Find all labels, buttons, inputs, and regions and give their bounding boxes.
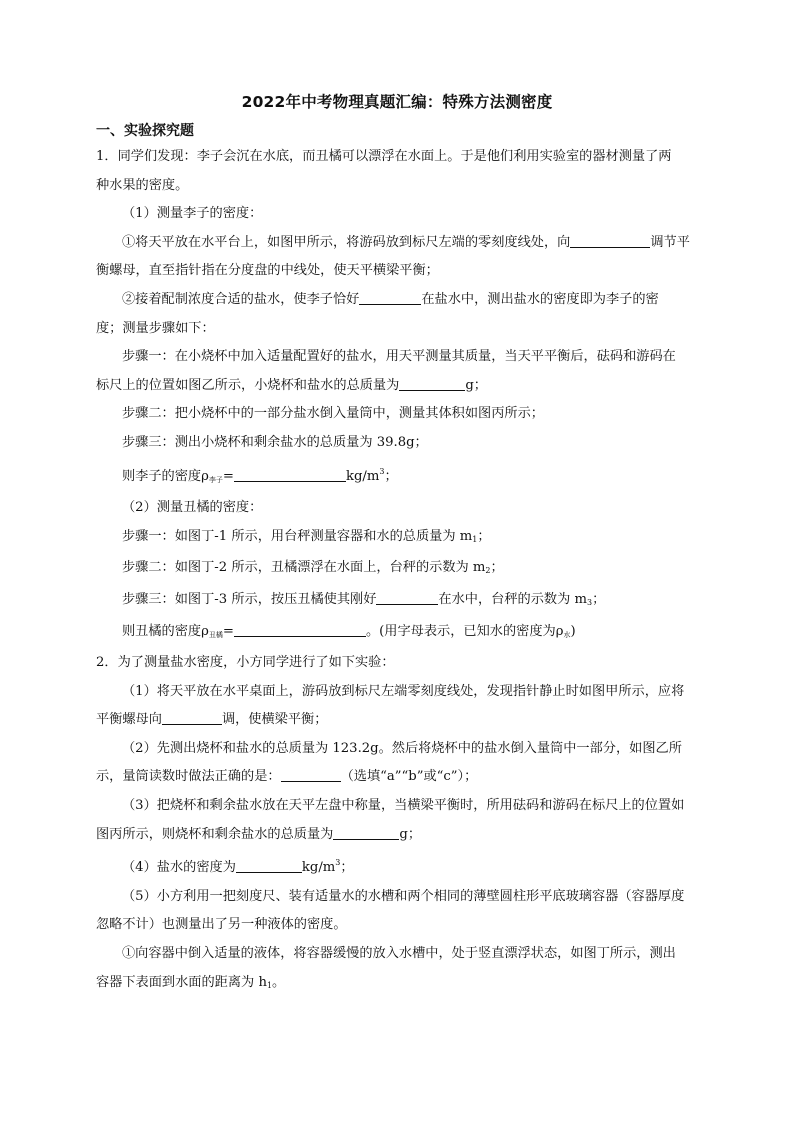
q2-line: 2．为了测量盐水密度，小方同学进行了如下实验：	[96, 655, 395, 671]
text: ；	[340, 860, 354, 876]
subscript: 3	[587, 597, 593, 607]
text: ；	[592, 591, 606, 607]
text: 。(用字母表示，已知水的密度为ρ	[365, 623, 564, 639]
q1-step-line: 步骤三：测出小烧杯和剩余盐水的总质量为 39.8g；	[122, 434, 428, 450]
q1-step-line: 步骤一：在小烧杯中加入适量配置好的盐水，用天平测量其质量，当天平平衡后，砝码和游码在	[122, 349, 676, 365]
text: （4）盐水的密度为	[122, 860, 236, 876]
q2-line: （5）小方利用一把刻度尺、装有适量水的水槽和两个相同的薄壁圆柱形平底玻璃容器（容器厚度	[122, 888, 685, 904]
text: 标尺上的位置如图乙所示，小烧杯和盐水的总质量为	[96, 377, 400, 393]
superscript: 3	[379, 466, 385, 476]
q1-line: 1．同学们发现：李子会沉在水底，而丑橘可以漂浮在水面上。于是他们利用实验室的器材测量了两	[96, 149, 672, 164]
q2-line	[96, 969, 718, 1001]
text: =	[222, 468, 234, 484]
q1-step-line: 度；测量步骤如下：	[96, 320, 215, 336]
superscript: 3	[335, 858, 341, 868]
answer-blank[interactable]	[359, 289, 421, 305]
q1-step-line	[96, 229, 718, 258]
text: 平衡螺母向	[96, 712, 162, 728]
text: 步骤三：如图丁-3 所示，按压丑橘使其刚好	[122, 591, 377, 607]
answer-blank[interactable]	[333, 824, 399, 840]
unit: kg/m	[345, 468, 380, 484]
q1-step-line: 衡螺母，直至指针指在分度盘的中线处，使天平横梁平衡；	[96, 263, 439, 279]
q1-step-line	[96, 554, 718, 586]
q1-step-line	[96, 523, 718, 555]
text: ①将天平放在水平台上，如图甲所示，将游码放到标尺左端的零刻度线处，向	[122, 234, 571, 250]
answer-blank[interactable]	[570, 232, 650, 248]
subscript: 李子	[208, 475, 223, 484]
q1-step-line	[96, 586, 718, 618]
text: 在盐水中，测出盐水的密度即为李子的密	[421, 291, 659, 307]
q2-line	[96, 849, 718, 883]
answer-blank[interactable]	[162, 709, 222, 725]
answer-blank[interactable]	[376, 589, 438, 605]
text: ；	[384, 468, 398, 484]
text: 步骤一：如图丁-1 所示，用台秤测量容器和水的总质量为 m	[122, 528, 473, 544]
text: ②接着配制浓度合适的盐水，使李子恰好	[122, 291, 360, 307]
text: 则丑橘的密度ρ	[122, 623, 209, 639]
text: g；	[465, 377, 487, 393]
text: 在水中，台秤的示数为 m	[438, 591, 587, 607]
q1-step-line: 步骤二：把小烧杯中的一部分盐水倒入量筒中，测量其体积如图丙所示；	[122, 406, 544, 422]
document-title: 2022年中考物理真题汇编：特殊方法测密度	[241, 93, 553, 111]
answer-blank[interactable]	[236, 857, 302, 873]
q1-line: 种水果的密度。	[96, 177, 189, 193]
answer-blank[interactable]	[234, 466, 346, 482]
subscript: 丑橘	[208, 630, 223, 639]
q2-line	[96, 821, 718, 850]
q2-line: （2）先测出烧杯和盐水的总质量为 123.2g。然后将烧杯中的盐水倒入量筒中一部分，如图乙所	[122, 740, 682, 756]
answer-blank[interactable]	[234, 621, 366, 637]
text: )	[570, 623, 576, 639]
text: 调，使横梁平衡；	[221, 712, 328, 728]
subscript: 2	[485, 566, 491, 576]
q1-step-line	[96, 286, 718, 315]
text: ；	[490, 560, 504, 576]
text: g；	[399, 826, 422, 842]
q2-line: （3）把烧杯和剩余盐水放在天平左盘中称量，当横梁平衡时，所用砝码和游码在标尺上的位置如	[122, 798, 685, 814]
section-heading: 一、实验探究题	[96, 123, 194, 139]
q2-line: ①向容器中倒入适量的液体，将容器缓慢的放入水槽中，处于竖直漂浮状态，如图丁所示，测出	[122, 946, 676, 962]
q2-line	[96, 706, 718, 735]
subscript: 1	[472, 534, 478, 544]
q2-line	[96, 763, 718, 792]
subscript: 水	[563, 630, 571, 639]
text: 步骤二：如图丁-2 所示，丑橘漂浮在水面上，台秤的示数为 m	[122, 560, 486, 576]
q2-line: （1）将天平放在水平桌面上，游码放到标尺左端零刻度线处，发现指针静止时如图甲所示，应将	[122, 683, 685, 699]
answer-blank[interactable]	[281, 766, 341, 782]
q1-part1-heading: （1）测量李子的密度：	[122, 206, 263, 222]
question-content	[96, 143, 718, 1000]
text: 则李子的密度ρ	[122, 468, 209, 484]
q1-step-line	[96, 372, 718, 401]
text: 。	[272, 974, 286, 990]
text: 调节平	[650, 234, 690, 250]
text: 示，量筒读数时做法正确的是：	[96, 769, 281, 785]
q1-formula-line	[96, 618, 718, 650]
text: =	[222, 623, 234, 639]
unit: kg/m	[301, 860, 336, 876]
q2-line: 忽略不计）也测量出了另一种液体的密度。	[96, 917, 347, 933]
q1-part2-heading: （2）测量丑橘的密度：	[122, 500, 263, 516]
text: 容器下表面到水面的距离为 h	[96, 974, 267, 990]
answer-blank[interactable]	[399, 375, 465, 391]
subscript: 1	[266, 980, 273, 990]
text: ；	[477, 528, 491, 544]
text: （选填“a”“b”或“c”）；	[340, 769, 478, 785]
text: 图丙所示，则烧杯和剩余盐水的总质量为	[96, 826, 334, 842]
q1-density-line	[96, 458, 718, 495]
